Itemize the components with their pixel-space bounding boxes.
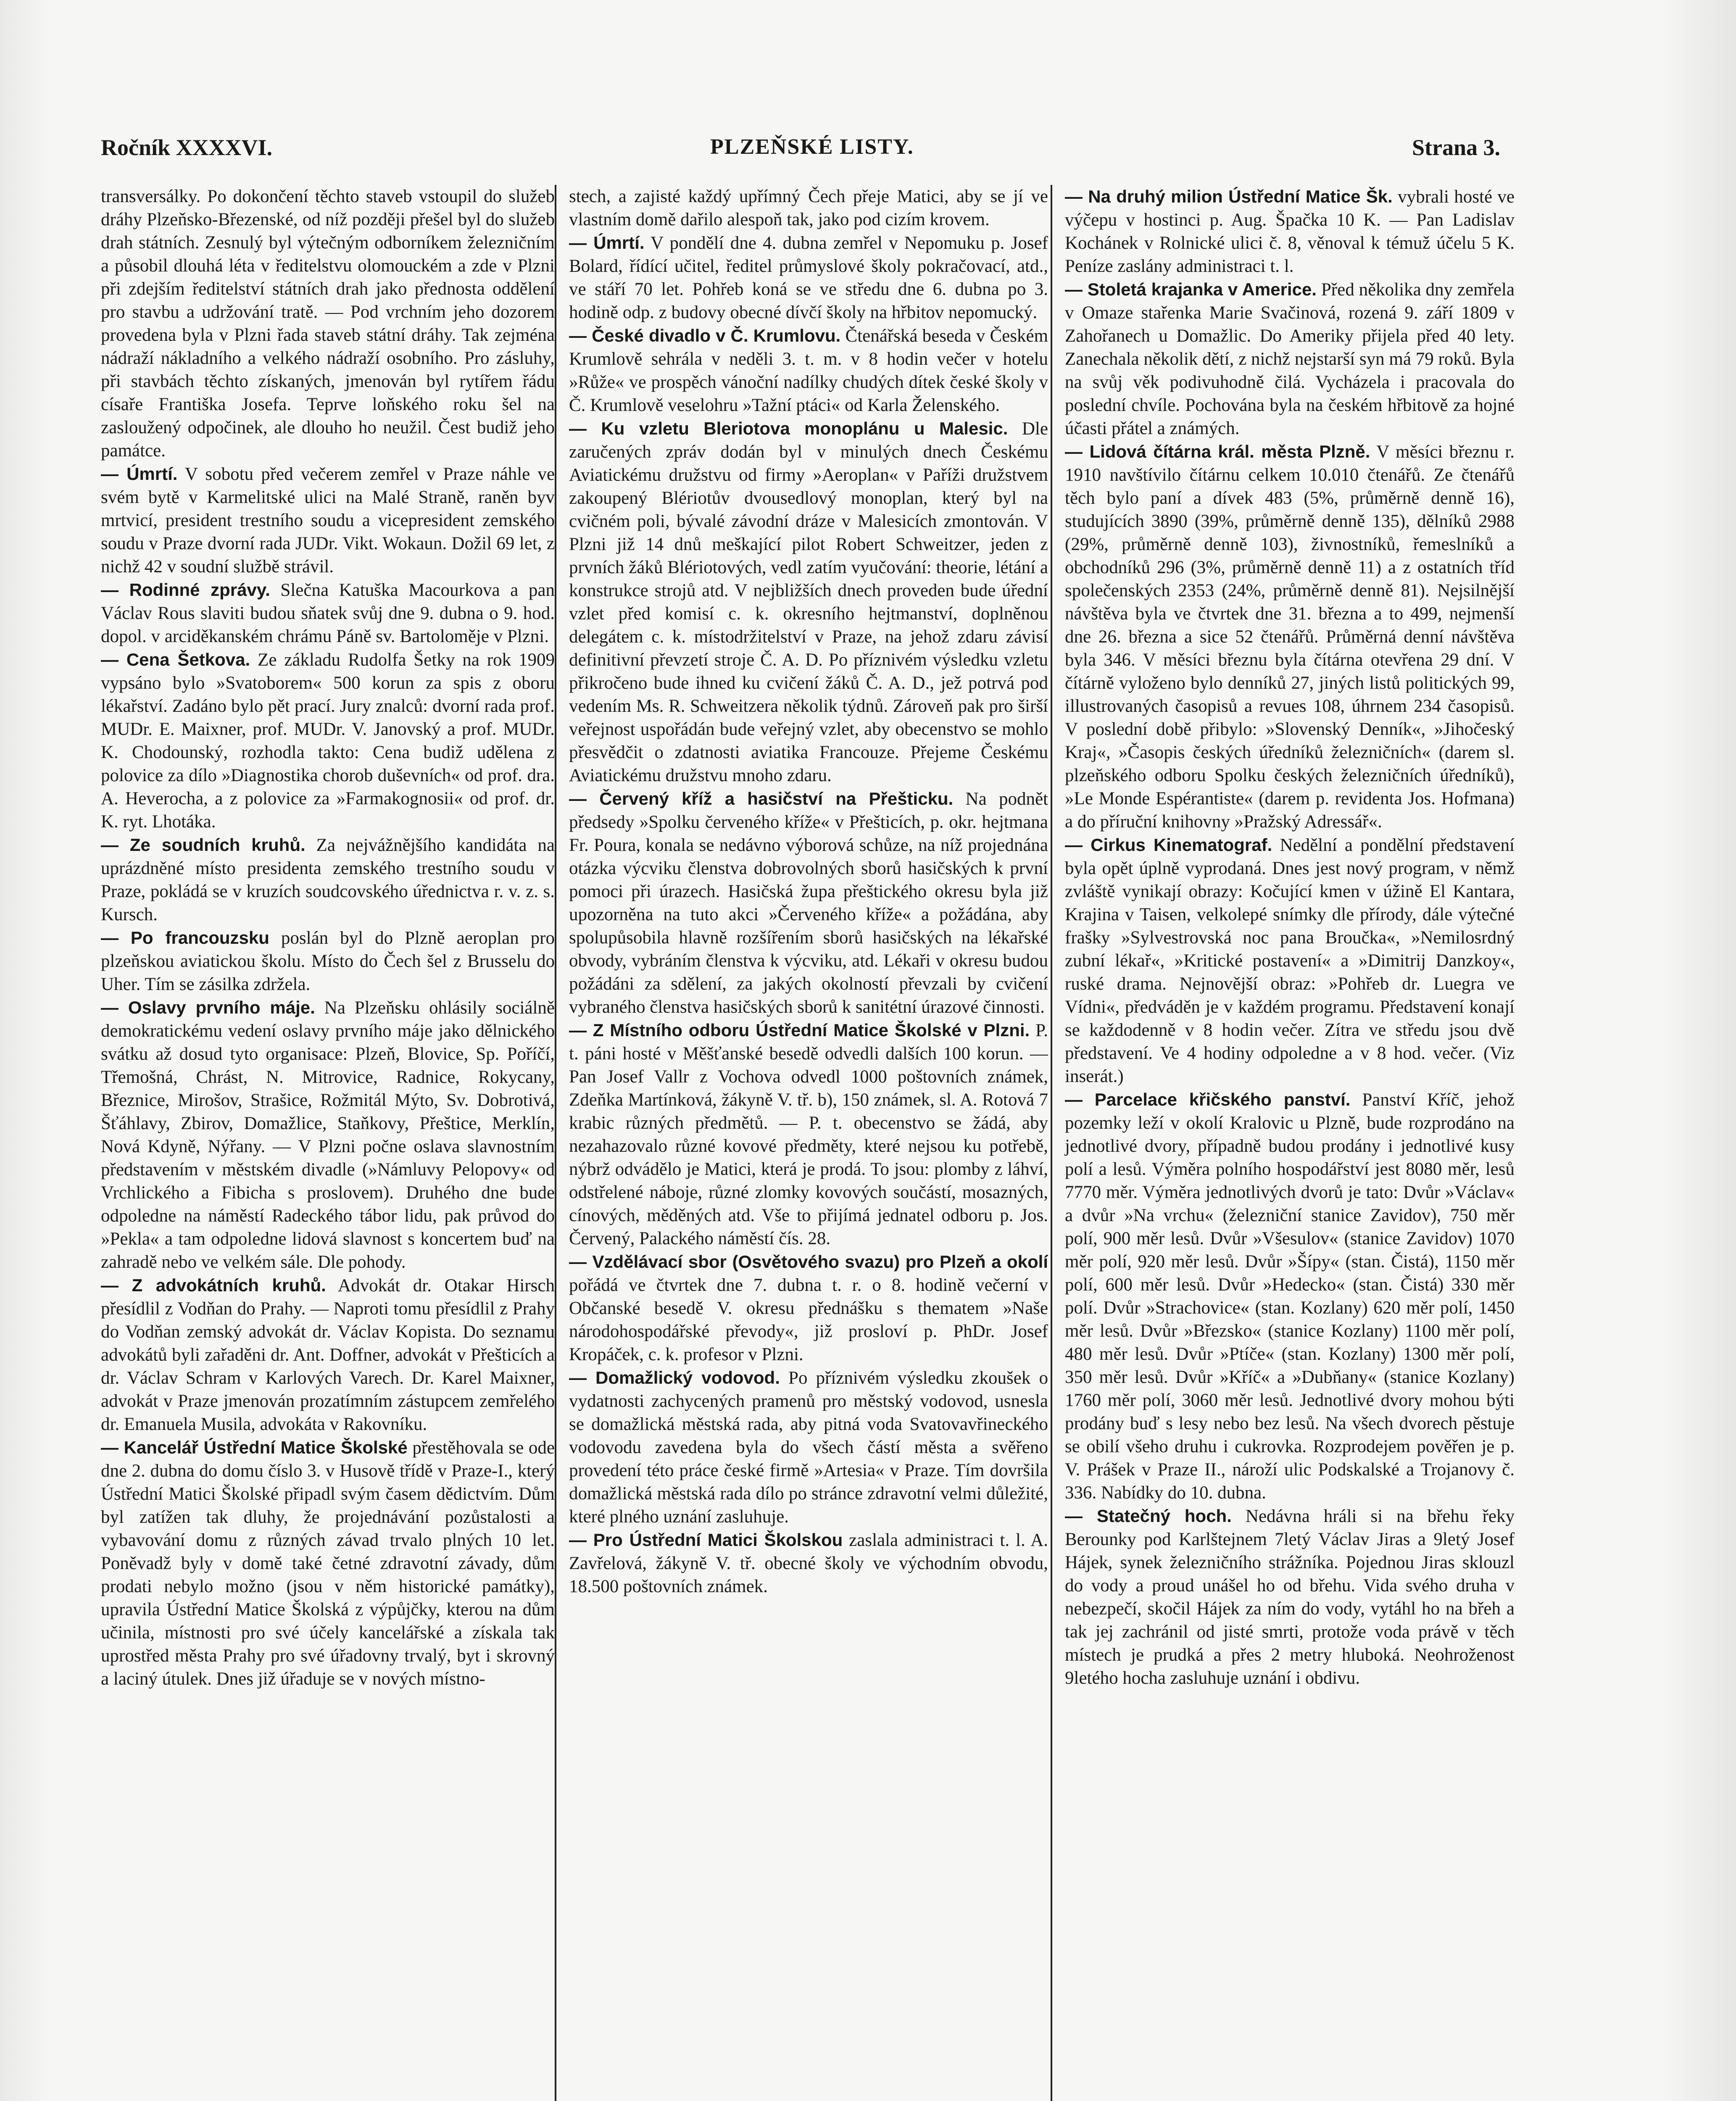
article-text: Za nejvážnějšího kandidáta na uprázdněné místo presidenta zemského trestního soudu v Praze, pokládá se v kruzích soudcovského úřednictva r. v. z. s. Kursch. xyxy=(101,835,555,924)
article-heading: — Pro Ústřední Matici Školskou xyxy=(569,1530,843,1550)
article-text: zaslala administraci t. l. A. Zavřelová, žákyně V. tř. obecné školy ve východním obvodu, 18.500 poštovních známek. xyxy=(569,1530,1048,1596)
article-text: stech, a zajisté každý upřímný Čech přeje Matici, aby se jí ve vlastním domě dařilo alespoň tak, jako pod cizím krovem. xyxy=(569,187,1048,229)
article-heading: — Ku vzletu Bleriotova monoplánu u Malesic. xyxy=(569,419,1008,438)
page-number: Strana 3. xyxy=(1412,135,1500,160)
article xyxy=(101,996,555,1274)
article-text: Po příznivém výsledku zkoušek o vydatnosti zachycených pramenů pro městský vodovod, usnesla se domažlická městská rada, aby pitná voda Svatovavřineckého vodovodu zavedena byla do všech částí města a svěřeno provedení této práce české firmě »Artesia« v Praze. Tím dovršila domažlická městská rada dílo po stránce zdravotní velmi důležité, které plného uznání zasluhuje. xyxy=(569,1368,1048,1527)
article xyxy=(101,833,555,926)
article xyxy=(1065,833,1515,1088)
article-heading: — Červený kříž a hasičství na Přešticku. xyxy=(569,789,954,808)
article-text: Slečna Katuška Macourkova a pan Václav Rous slaviti budou sňatek svůj dne 9. dubna o 9. hod. dopol. v arciděkanském chrámu Páně sv. Bartoloměje v Plzni. xyxy=(101,580,555,646)
article-text: Dle zaručených zpráv dodán byl v minulých dnech Českému Aviatickému družstvu od firmy »Aeroplan« v Paříži družstvem zakoupený Blériotův dvousedlový monoplan, který byl na cvičném poli, bývalé závodní dráze v Malesicích zmontován. V Plzni již 14 dnů meškající pilot Robert Schweitzer, jeden z prvních žáků Blériotových, vedl zatím vyučování: theorie, létání a konstrukce strojů atd. V nejbližších dnech proveden bude úřední vzlet před komisí c. k. okresního hejtmanství, doplněnou delegátem c. k. místodržitelství v Praze, na jehož zdaru závisí definitivní převzetí stroje Č. A. D. Po příznivém výsledku vzletu přikročeno bude ihned ku cvičení žáků Č. A. D., jež potrvá pod vedením Ms. R. Schweitzera několik týdnů. Zároveň pak pro širší veřejnost uspořádán bude veřejný vzlet, aby obecenstvo se mohlo přesvědčit o zdatnosti aviatika Francouze. Přejeme Českému Aviatickému družstvu mnoho zdaru. xyxy=(569,419,1048,785)
article-text: Před několika dny zemřela v Omaze stařenka Marie Svačinová, rozená 9. září 1809 v Zahořanech u Domažlic. Do Ameriky přijela před 40 lety. Zanechala několik dětí, z nichž nejstarší syn má 79 roků. Byla na svůj věk podivuhodně čilá. Vycházela i pracovala do poslední chvíle. Pochována byla na českém hřbitově za hojné účasti přátel a známých. xyxy=(1065,280,1515,438)
article xyxy=(101,1274,555,1436)
article-text: Na podnět předsedy »Spolku červeného kříže« v Přešticích, p. okr. hejtmana Fr. Poura, konala se nedávno výborová schůze, na níž projednána otázka výcviku členstva dobrovolných sborů hasičských k první pomoci při úrazech. Hasičská župa přeštického okresu byla již upozorněna na tuto akci »Červeného kříže« a požádána, aby spolupůsobila hlavně rozšířením sborů hasičských na lékařské obvody, vybráním členstva k výcviku, atd. Lékaři v okresu budou požádáni za sdělení, za jakých okolností převzali by cvičení vybraného členstva hasičských sborů k sanitétní úrazové činnosti. xyxy=(569,789,1048,1017)
article xyxy=(1065,1088,1515,1504)
article xyxy=(569,1019,1048,1250)
article-text: V sobotu před večerem zemřel v Praze náhle ve svém bytě v Karmelitské ulici na Malé Straně, raněn byv mrtvicí, president trestního soudu a vicepresident zemského soudu v Praze dvorní rada JUDr. Vikt. Wokaun. Dožil 69 let, z nichž 42 v soudní službě strávil. xyxy=(101,464,555,577)
article xyxy=(101,462,555,578)
article-heading: — Statečný hoch. xyxy=(1065,1506,1232,1526)
article-heading: — Rodinné zprávy. xyxy=(101,580,270,600)
page-header xyxy=(101,134,1500,168)
article-text: Panství Kříč, jehož pozemky leží v okolí Kralovic u Plzně, bude rozprodáno na jednotlivé dvory, případně budou prodány i jednotlivé kusy polí a lesů. Výměra polního hospodářství jest 8080 měr, lesů 7770 měr. Výměra jednotlivých dvorů je tato: Dvůr »Václav« a dvůr »Na vrchu« (železniční stanice Zavidov), 750 měr polí, 900 měr lesů. Dvůr »Všesulov« (stanice Zavidov) 1070 měr polí, 920 měr lesů. Dvůr »Šípy« (stan. Čistá), 1150 měr polí, 600 měr lesů. Dvůr »Hedecko« (stan. Čistá) 330 měr polí. Dvůr »Strachovice« (stan. Kozlany) 620 měr polí, 1450 měr lesů. Dvůr »Březsko« (stanice Kozlany) 1100 měr polí, 480 měr lesů. Dvůr »Ptíče« (stan. Kozlany) 1300 měr polí, 350 měr lesů. Dvůr »Kříč« a »Dubňany« (stanice Kozlany) 1760 měr polí, 3060 měr lesů. Jednotlivé dvory mohou býti prodány buď s lesy nebo bez lesů. Na všech dvorech pěstuje se obilí všeho druhu i cukrovka. Rozprodejem pověřen je p. V. Prášek v Praze II., nároží ulic Podskalské a Trojanovy č. 336. Nabídky do 10. dubna. xyxy=(1065,1090,1515,1503)
article xyxy=(1065,278,1515,440)
article-heading: — Na druhý milion Ústřední Matice Šk. xyxy=(1065,187,1393,206)
article-text: V měsíci březnu r. 1910 navštívilo čítárnu celkem 10.010 čtenářů. Ze čtenářů těch bylo paní a dívek 483 (5%, průměrně denně 16), studujících 3890 (39%, průměrně denně 135), dělníků 2988 (29%, průměrně denně 103), živnostníků, řemeslníků a obchodníků 296 (3%, průměrně denně 11) a z ostatních tříd společenských 2353 (24%, průměrně denně 81). Nejsilnější návštěva byla ve čtvrtek dne 31. března a to 499, nejmenší dne 26. března a sice 52 čtenářů. Průměrná denní návštěva byla 346. V měsíci březnu byla čítárna otevřena 29 dní. V čítárně vyloženo bylo denníků 27, jiných listů politických 99, illustrovaných časopisů a revues 108, úhrnem 234 časopisů. V poslední době přibylo: »Slovenský Denník«, »Jihočeský Kraj«, »Časopis českých úředníků železničních« (darem sl. plzeňského odboru Spolku českých železničních úředníků), »Le Monde Espérantiste« (darem p. revidenta Jos. Hofmana) a do příruční knihovny »Pražský Adressář«. xyxy=(1065,442,1515,832)
article-heading: — Z Místního odboru Ústřední Matice Školské v Plzni. xyxy=(569,1020,1030,1040)
article xyxy=(101,648,555,833)
article-heading: — Domažlický vodovod. xyxy=(569,1368,780,1388)
column-1 xyxy=(101,185,555,2101)
article xyxy=(569,417,1048,787)
newspaper-title: PLZEŇSKÉ LISTY. xyxy=(710,135,914,159)
article-text: přestěhovala se ode dne 2. dubna do domu číslo 3. v Husově třídě v Praze-I., který Ústřední Matici Školské připadl svým časem dědictvím. Dům byl zatížen tak dluhy, že projednávání pozůstalosti a vybavování domu z různých závad trvalo plných 10 let. Poněvadž byly v domě také četné zdravotní závady, dům prodati nebylo možno (jsou v něm historické památky), upravila Ústřední Matice Školská z výpůjčky, kterou na dům učinila, místnosti pro své účely kancelářské a získala tak uprostřed města Prahy pro své úřadovny trvalý, byt i skrovný a laciný útulek. Dnes již úřaduje se v nových místno- xyxy=(101,1438,555,1689)
column-2 xyxy=(555,185,1048,2101)
article-text: vybrali hosté ve výčepu v hostinci p. Aug. Špačka 10 K. — Pan Ladislav Kochánek v Rolnické ulici č. 8, věnoval k témuž účelu 5 K. Peníze zaslány administraci t. l. xyxy=(1065,187,1515,276)
article-heading: — České divadlo v Č. Krumlovu. xyxy=(569,326,841,345)
article-text: Advokát dr. Otakar Hirsch přesídlil z Vodňan do Prahy. — Naproti tomu přesídlil z Prahy do Vodňan zemský advokát dr. Václav Kopista. Do seznamu advokátů byli zařaděni dr. Ant. Doffner, advokát v Přešticích a dr. Václav Schram v Karlových Varech. Dr. Karel Maixner, advokát v Praze jmenován prozatímním zástupcem zemřelého dr. Emanuela Musila, advokáta v Rakovníku. xyxy=(101,1276,555,1434)
article xyxy=(569,1366,1048,1528)
article xyxy=(101,185,555,462)
volume-label: Ročník XXXXVI. xyxy=(101,135,273,160)
article-text: transversálky. Po dokončení těchto staveb vstoupil do služeb dráhy Plzeňsko-Březenské, od níž později přešel byl do služeb drah státních. Zesnulý byl výtečným odborníkem železničním a působil dlouhá léta v ředitelstvu olomouckém a zde v Plzni při zdejším ředitelství státních drah jako přednosta oddělení pro stavbu a udržování tratě. — Pod vrchním jeho dozorem provedena byla v Plzni řada staveb státní dráhy. Tak zejména nádraží nákladního a velkého nádraží osobního. Pro zásluhy, při stavbách těchto získaných, jmenován byl rytířem řádu císaře Františka Josefa. Teprve loňského roku šel na zasloužený odpočinek, ale dlouho ho neužil. Čest budiž jeho památce. xyxy=(101,187,555,461)
article-heading: — Ze soudních kruhů. xyxy=(101,835,306,855)
article xyxy=(569,1528,1048,1598)
article xyxy=(569,324,1048,417)
article-text: Nedělní a pondělní představení byla opět úplně vyprodaná. Dnes jest nový program, v němž zvláště vynikají obrazy: Kočující kmen v úžině El Kantara, Krajina v Taisen, velkolepé snímky dle přírody, dále výtečné frašky »Sylvestrovská noc pana Broučka«, »Nemilosrdný zubní lékař«, »Kritické postavení« a »Dimitrij Danzkoy«, ruské drama. Nejnovější obraz: »Pohřeb dr. Luegra ve Vídni«, předváděn je v každém programu. Představení konají se každodenně v 8 hodin večer. Zítra ve středu jsou dvě představení. Ve 4 hodiny odpoledne a v 8 hod. večer. (Viz inserát.) xyxy=(1065,835,1515,1086)
article xyxy=(101,578,555,648)
article-heading: — Kancelář Ústřední Matice Školské xyxy=(101,1438,408,1457)
article-heading: — Cena Šetkova. xyxy=(101,650,250,669)
article-text: poslán byl do Plzně aeroplan pro plzeňskou aviatickou školu. Místo do Čech šel z Brusselu do Uher. Tím se zásilka zdržela. xyxy=(101,928,555,994)
article-heading: — Po francouzsku xyxy=(101,928,269,948)
article xyxy=(1065,185,1515,278)
article xyxy=(101,926,555,996)
article-heading: — Vzdělávací sbor (Osvětového svazu) pro Plzeň a okolí xyxy=(569,1252,1048,1272)
article xyxy=(569,1250,1048,1366)
article xyxy=(569,185,1048,231)
article-text: Na Plzeňsku ohlásily sociálně demokratickému vedení oslavy prvního máje jako dělnického svátku až dosud tyto organisace: Plzeň, Blovice, Sp. Poříčí, Třemošná, Chrást, N. Mitrovice, Radnice, Rokycany, Březnice, Mirošov, Strašice, Rožmitál Mýto, Sv. Dobrotivá, Šťáhlavy, Zbirov, Domažlice, Staňkovy, Přeštice, Merklín, Nová Kdyně, Nýřany. — V Plzni počne oslava slavnostním představením v městském divadle (»Námluvy Pelopovy« od Vrchlického a Fibicha s proslovem). Druhého dne bude odpoledne na náměstí Radeckého tábor lidu, pak průvod do »Pekla« a tam odpoledne lidová slavnost s koncertem buď na zahradě nebo ve velkém sále. Dle pohody. xyxy=(101,998,555,1272)
article xyxy=(1065,440,1515,833)
article-heading: — Úmrtí. xyxy=(101,464,178,484)
column-3 xyxy=(1051,185,1515,2101)
article-text: Nedávna hráli si na břehu řeky Berounky pod Karlštejnem 7letý Václav Jiras a 9letý Josef Hájek, synek železničního strážníka. Pojednou Jiras sklouzl do vody a proud unášel ho od břehu. Vida svého druha v nebezpečí, skočil Hájek za ním do vody, vytáhl ho na břeh a tak jej zachránil od jisté smrti, protože voda právě v těch místech je prudká a přes 2 metry hluboká. Neohroženost 9letého hocha zasluhuje uznání i obdivu. xyxy=(1065,1506,1515,1688)
article xyxy=(1065,1504,1515,1690)
article-text: pořádá ve čtvrtek dne 7. dubna t. r. o 8. hodině večerní v Občanské besedě V. okresu přednášku s thematem »Naše národohospodářské převody«, již prosloví p. PhDr. Josef Kropáček, c. k. profesor v Plzni. xyxy=(569,1275,1048,1364)
article-heading: — Z advokátních kruhů. xyxy=(101,1275,326,1295)
article-text: P. t. páni hosté v Měšťanské besedě odvedli dalších 100 korun. — Pan Josef Vallr z Vochova odvedl 1000 poštovních známek, Zdeňka Martínková, žákyně V. tř. b), 150 známek, sl. A. Rotová 7 krabic různých předmětů. — P. t. obecenstvo se žádá, aby nezahazovalo různé kovové předměty, které nejsou ku potřebě, nýbrž odvádělo je Matici, která je prodá. To jsou: plomby z láhví, odstřelené náboje, různé zlomky kovových součástí, mosazných, cínových, měděných atd. Vše to přijímá jednatel odboru p. Jos. Červený, Palackého náměstí čís. 28. xyxy=(569,1021,1048,1248)
article xyxy=(569,231,1048,324)
article-text: Čtenářská beseda v Českém Krumlově sehrála v neděli 3. t. m. v 8 hodin večer v hotelu »Růže« ve prospěch vánoční nadílky chudých dítek české školy v Č. Krumlově veselohru »Tažní ptáci« od Karla Želenského. xyxy=(569,326,1048,415)
article-text: Ze základu Rudolfa Šetky na rok 1909 vypsáno bylo »Svatoborem« 500 korun za spis z oboru lékařství. Zadáno bylo pět prací. Jury znalců: dvorní rada prof. MUDr. E. Maixner, prof. MUDr. V. Janovský a prof. MUDr. K. Chodounský, rozhodla takto: Cena budiž udělena z polovice za dílo »Diagnostika chorob duševních« od prof. dra. A. Heverocha, a z polovice za »Farmakognosii« od prof. dr. K. ryt. Lhotáka. xyxy=(101,650,555,832)
article-heading: — Parcelace křičského panství. xyxy=(1065,1090,1351,1109)
article-heading: — Stoletá krajanka v Americe. xyxy=(1065,279,1317,299)
article-heading: — Cirkus Kinematograf. xyxy=(1065,835,1272,855)
article xyxy=(569,787,1048,1019)
article-text: V pondělí dne 4. dubna zemřel v Nepomuku p. Josef Bolard, řídící učitel, ředitel průmyslové školy pokračovací, atd., ve stáří 70 let. Pohřeb koná se ve středu dne 6. dubna po 3. hodině odp. z budovy obecné dívčí školy na hřbitov nepomucký. xyxy=(569,233,1048,322)
article xyxy=(101,1436,555,1690)
article-heading: — Lidová čítárna král. města Plzně. xyxy=(1065,442,1370,461)
article-heading: — Oslavy prvního máje. xyxy=(101,998,315,1017)
article-heading: — Úmrtí. xyxy=(569,233,645,253)
